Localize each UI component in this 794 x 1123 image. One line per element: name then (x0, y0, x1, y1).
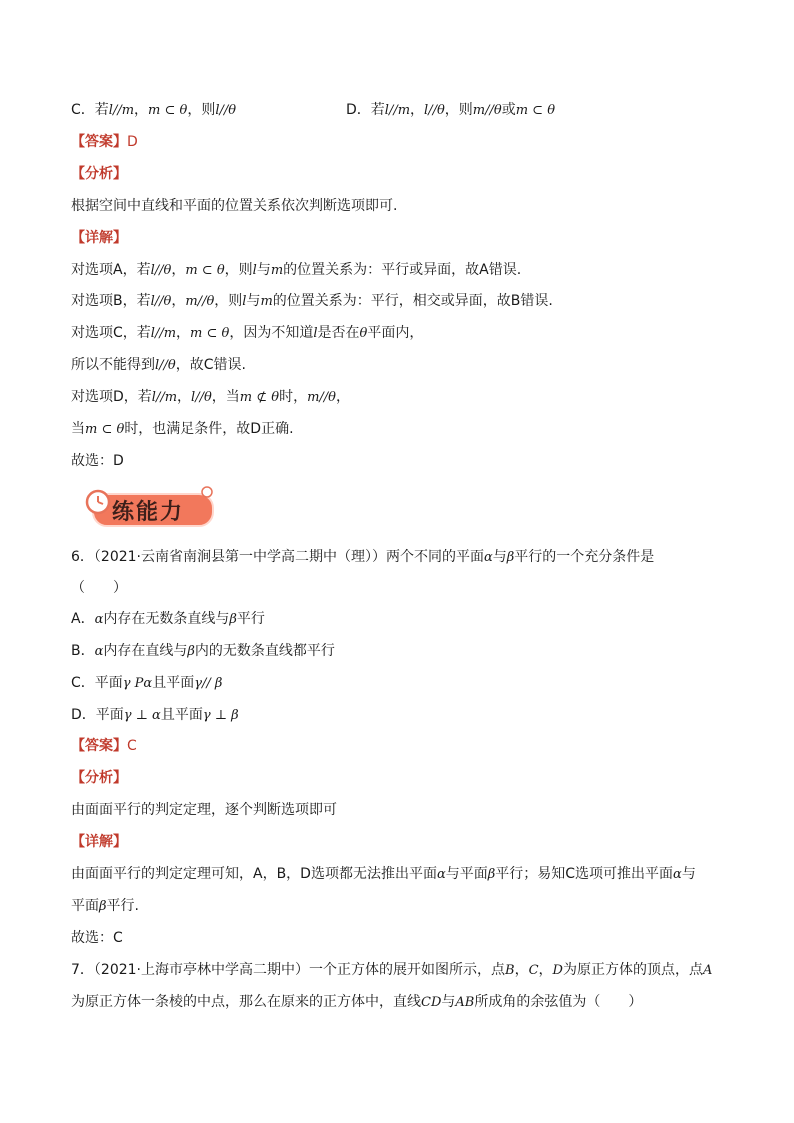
math: m ⊂ θ (515, 103, 556, 118)
math: l//θ (150, 294, 172, 309)
math: α (436, 867, 446, 882)
q5-detail-line-5 (71, 387, 350, 408)
text: 对选项C，若 (71, 325, 151, 341)
text: 的位置关系为：平行或异面，故A错误. (283, 262, 522, 278)
q6-option-c (71, 673, 222, 694)
q6-detail-line-1 (71, 864, 696, 885)
text: ， (514, 962, 529, 978)
text: 与 (681, 866, 696, 882)
text: 与 (256, 262, 271, 278)
text: ， (176, 325, 191, 341)
math: l//m (151, 390, 178, 405)
option-text: C．若 (71, 102, 109, 118)
text: 7．（2021·上海市亭林中学高二期中）一个正方体的展开如图所示，点 (71, 962, 505, 978)
math: m ⊂ θ (148, 103, 188, 118)
text: A． (71, 611, 95, 627)
option-text: ， (410, 102, 425, 118)
q6-analysis-text (71, 800, 337, 820)
math: l//θ (215, 103, 237, 118)
q7-stem-line-2 (71, 992, 642, 1013)
text: ， (171, 293, 186, 309)
q5-option-c (71, 100, 236, 121)
text: 6．（2021·云南省南涧县第一中学高二期中（理））两个不同的平面 (71, 549, 484, 565)
math: m ⊂ θ (85, 422, 125, 437)
math: γ ⊥ β (202, 708, 239, 723)
math: AB (455, 995, 475, 1010)
text: 为原正方体的顶点，点 (562, 962, 703, 978)
clock-icon (84, 487, 114, 517)
math: l//θ (424, 103, 445, 118)
math: m ⊄ θ (239, 390, 280, 405)
q5-detail-line-6 (71, 419, 294, 440)
math: m ⊂ θ (185, 263, 225, 278)
math: l (252, 263, 257, 278)
option-text: 或 (501, 102, 516, 118)
text: 所成角的余弦值为（ ） (474, 994, 643, 1010)
q5-detail-line-2 (71, 291, 553, 312)
q6-option-b (71, 641, 335, 662)
q5-analysis-label (71, 164, 127, 184)
text: 对选项B，若 (71, 293, 151, 309)
math: β (487, 867, 496, 882)
math: l//θ (191, 390, 212, 405)
text: ，则 (214, 293, 243, 309)
text: 时，也满足条件，故D正确. (124, 421, 294, 437)
bubble-decoration (198, 485, 216, 499)
banner-title: 练能力 (112, 500, 185, 525)
section-banner (84, 487, 216, 529)
text: 平行的一个充分条件是 (514, 549, 655, 565)
final-label: 故选： (71, 930, 113, 946)
text: 内的无数条直线都平行 (194, 643, 335, 659)
option-text: ， (134, 102, 149, 118)
final-value: D (113, 453, 124, 469)
math: α (484, 550, 493, 565)
text: 时， (279, 389, 308, 405)
q5-detail-label (71, 228, 127, 248)
q6-option-a (71, 609, 265, 630)
text: 平行；易知C选项可推出平面 (495, 866, 674, 882)
analysis-text: 由面面平行的判定定理，逐个判断选项即可 (71, 802, 337, 818)
q5-final-answer (71, 451, 124, 471)
text: 内存在无数条直线与 (103, 611, 230, 627)
math: m (270, 263, 284, 278)
text: ， (336, 389, 351, 405)
math: α (673, 867, 682, 882)
math: γ ⊥ α (123, 708, 161, 723)
q6-final-answer (71, 928, 123, 948)
text: 与 (492, 549, 507, 565)
answer-label: 【答案】 (71, 738, 127, 754)
math: D (552, 963, 563, 978)
math: β (506, 550, 515, 565)
text: 与 (246, 293, 261, 309)
text: ，因为不知道 (229, 325, 314, 341)
math: m//θ (307, 390, 337, 405)
q6-analysis-label (71, 768, 127, 788)
math: A (702, 963, 713, 978)
text: 平面 (71, 898, 99, 914)
math: θ (359, 326, 368, 341)
q6-option-d (71, 705, 239, 726)
math: C (528, 963, 539, 978)
q6-answer (71, 736, 137, 756)
q6-stem (71, 547, 654, 568)
math: l//m (384, 103, 411, 118)
math: m//θ (185, 294, 215, 309)
text: D．平面 (71, 707, 124, 723)
math: B (505, 963, 515, 978)
math: β (99, 899, 107, 914)
text: 内存在直线与 (103, 643, 188, 659)
math: m//θ (472, 103, 502, 118)
text: 是否在 (317, 325, 360, 341)
text: ，当 (211, 389, 240, 405)
math: γ// β (194, 676, 223, 691)
text: ， (538, 962, 553, 978)
option-text: D．若 (346, 102, 385, 118)
text: B． (71, 643, 95, 659)
analysis-label: 【分析】 (71, 166, 127, 182)
math: l (242, 294, 247, 309)
text: 的位置关系为：平行，相交或异面，故B错误. (272, 293, 553, 309)
q5-detail-line-1 (71, 260, 521, 281)
detail-label: 【详解】 (71, 230, 127, 246)
math: l//θ (150, 263, 172, 278)
text: ，则 (224, 262, 253, 278)
detail-label: 【详解】 (71, 834, 127, 850)
q6-detail-label (71, 832, 127, 852)
q5-detail-line-3 (71, 323, 423, 344)
math: m ⊂ θ (190, 326, 230, 341)
text: 与 (441, 994, 456, 1010)
math: m (260, 294, 273, 309)
answer-label: 【答案】 (71, 134, 127, 150)
math: l//m (150, 326, 177, 341)
answer-value: C (127, 738, 137, 754)
text: C．平面 (71, 675, 123, 691)
text: 对选项D，若 (71, 389, 152, 405)
math: α (94, 644, 104, 659)
text: 当 (71, 421, 85, 437)
text: 为原正方体一条棱的中点，那么在原来的正方体中，直线 (71, 994, 421, 1010)
text: 对选项A，若 (71, 262, 151, 278)
text: 由面面平行的判定定理可知，A，B，D选项都无法推出平面 (71, 866, 437, 882)
text: 与平面 (445, 866, 488, 882)
q5-answer (71, 132, 138, 152)
text: 平面内， (367, 325, 424, 341)
math: γ Pα (122, 676, 153, 691)
q6-paren (71, 578, 127, 598)
math: l//m (108, 103, 135, 118)
option-text: ，则 (444, 102, 473, 118)
answer-value: D (127, 134, 138, 150)
math: CD (421, 995, 442, 1010)
text: 平行 (236, 611, 265, 627)
math: β (229, 612, 237, 627)
q7-stem-line-1 (71, 960, 712, 981)
text: 且平面 (152, 675, 195, 691)
analysis-text: 根据空间中直线和平面的位置关系依次判断选项即可. (71, 198, 398, 214)
analysis-label: 【分析】 (71, 770, 127, 786)
q5-detail-line-4 (71, 355, 246, 376)
text: 平行. (106, 898, 139, 914)
text: ， (177, 389, 192, 405)
q6-detail-line-2 (71, 896, 139, 917)
text: （ ） (71, 580, 127, 596)
option-text: ，则 (187, 102, 216, 118)
q5-analysis-text (71, 196, 397, 216)
math: β (187, 644, 195, 659)
math: l//θ (155, 358, 176, 373)
text: ， (171, 262, 186, 278)
q5-option-d (346, 100, 555, 121)
math: l (313, 326, 318, 341)
final-value: C (113, 930, 123, 946)
final-label: 故选： (71, 453, 113, 469)
math: α (94, 612, 104, 627)
text: 且平面 (160, 707, 203, 723)
text: 所以不能得到 (71, 357, 155, 373)
text: ，故C错误. (175, 357, 246, 373)
